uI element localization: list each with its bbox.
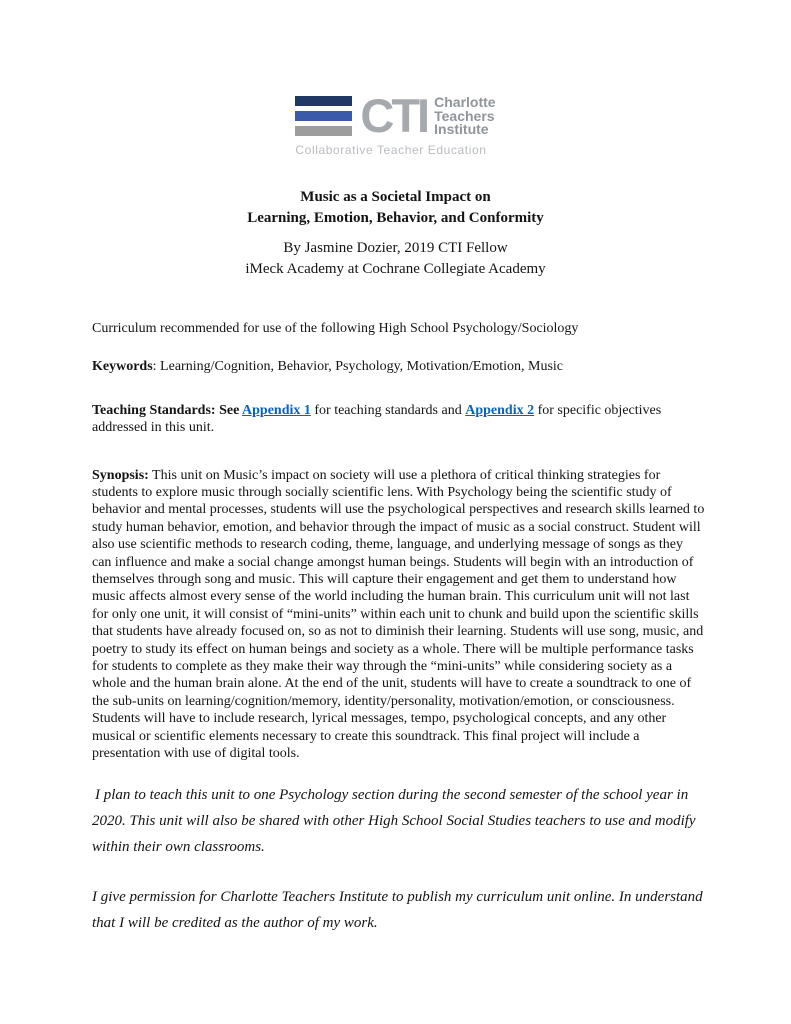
title-line-1: Music as a Societal Impact on: [300, 188, 491, 205]
logo-bar-middle: [295, 111, 352, 121]
document-title: [0, 187, 791, 229]
logo-row: [295, 89, 496, 143]
logo-bar-top: [295, 96, 352, 106]
byline-author: By Jasmine Dozier, 2019 CTI Fellow: [283, 239, 508, 256]
logo-bars: [295, 96, 352, 136]
synopsis-paragraph: [92, 467, 705, 763]
teaching-standards-line: [92, 402, 705, 437]
keywords-text: : Learning/Cognition, Behavior, Psychology, Motivation/Emotion, Music: [152, 359, 564, 375]
document-byline: [0, 238, 791, 280]
keywords-line: [92, 358, 705, 375]
cti-logo: [295, 89, 496, 159]
title-line-2: Learning, Emotion, Behavior, and Conformity: [247, 209, 544, 226]
byline-school: iMeck Academy at Cochrane Collegiate Academy: [245, 260, 546, 277]
logo-name-line: Charlotte: [434, 94, 496, 110]
teaching-plan-note: I plan to teach this unit to one Psychology section during the second semester of the school year in 2020. This unit will also be shared with other High School Social Studies teachers to use and modify within their own classrooms.: [92, 787, 696, 856]
logo-acronym: CTI: [360, 89, 428, 143]
synopsis-text: This unit on Music’s impact on society will use a plethora of critical thinking strategies for students to explore music through socially scientific lens. With Psychology being the scientific study of behavior and mental processes, students will use the psychological perspectives and research skills learned to study human behavior, emotion, and behavior through the impact of music as a social construct. Student will also use scientific methods to research coding, theme, language, and underlying message of songs as they can influence and make a social change amongst human beings. Students will begin with an introduction of themselves through song and music. This will capture their engagement and get them to understand how music affects almost every sense of the world including the human brain. This curriculum unit will not last for only one unit, it will consist of “mini-units” within each unit to chunk and build upon the scientific skills that students have already focused on, so as not to diminish their learning. Students will use song, music, and poetry to study its effect on human beings and society as a whole. There will be multiple performance tasks for students to complete as they make their way through the “mini-units” while considering society as a whole and the human brain alone. At the end of the unit, students will have to create a soundtrack to one of the sub-units on learning/cognition/memory, identity/personality, motivation/emotion, or consciousness. Students will have to include research, lyrical messages, tempo, psychological concepts, and any other musical or scientific elements necessary to create this soundtrack. This final project will include a presentation with use of digital tools.: [92, 467, 705, 762]
appendix-2-link[interactable]: Appendix 2: [465, 402, 535, 418]
teaching-standards-label: Teaching Standards: See: [92, 402, 243, 418]
curriculum-recommendation: Curriculum recommended for use of the following High School Psychology/Sociology: [92, 320, 579, 336]
document-body: [92, 320, 705, 937]
synopsis-label: Synopsis:: [92, 467, 149, 483]
keywords-label: Keywords: [92, 359, 153, 375]
logo-institute-name: [434, 96, 495, 137]
permission-note: I give permission for Charlotte Teachers Institute to publish my curriculum unit online. In understand that I will be credited as the author of my work.: [92, 889, 703, 932]
teaching-standards-middle: for teaching standards and: [310, 402, 466, 418]
logo-bar-bottom: [295, 126, 352, 136]
teaching-standards-end: for specific objectives addressed in this unit.: [92, 402, 662, 436]
logo-name-line: Teachers: [434, 107, 495, 124]
logo-name-line: Institute: [434, 121, 489, 137]
logo-tagline: Collaborative Teacher Education: [295, 142, 487, 157]
appendix-1-link[interactable]: Appendix 1: [242, 402, 311, 418]
